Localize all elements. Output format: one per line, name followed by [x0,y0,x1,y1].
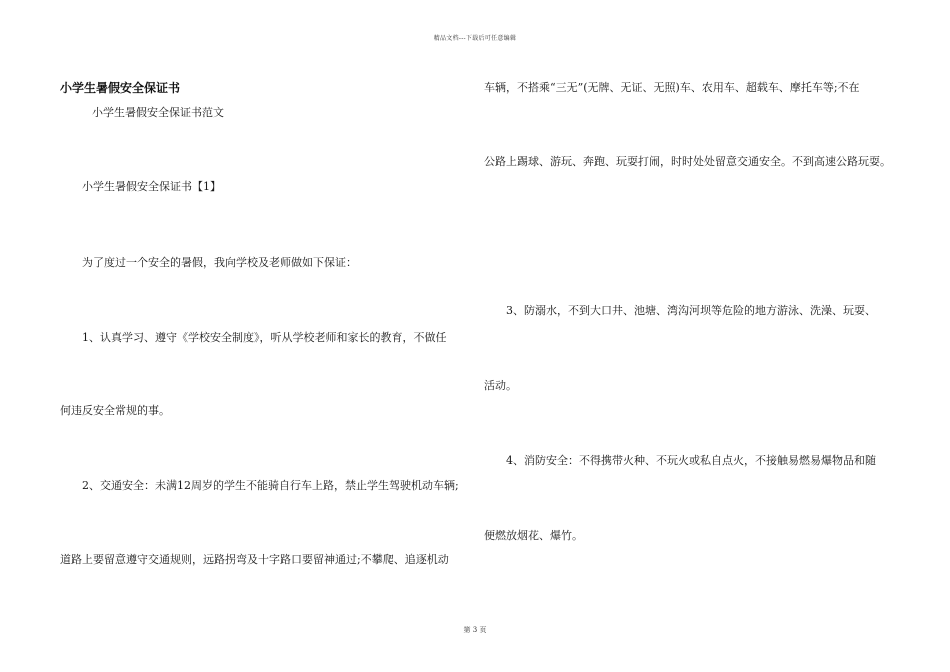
page-number: 第 3 页 [463,626,487,634]
item2-line1: 2、交通安全：未满12周岁的学生不能骑自行车上路，禁止学生驾驶机动车辆; [82,479,459,492]
section-heading: 小学生暑假安全保证书【1】 [82,180,221,193]
intro-paragraph: 为了度过一个安全的暑假，我向学校及老师做如下保证： [82,256,357,269]
document-title: 小学生暑假安全保证书 [60,81,181,95]
document-subtitle: 小学生暑假安全保证书范文 [92,106,224,119]
header-note: 精品文档---下载后可任意编辑 [433,35,517,42]
item2-line3: 车辆，不搭乘“三无”(无牌、无证、无照)车、农用车、超载车、摩托车等;不在 [484,81,860,94]
item2-line2: 道路上要留意遵守交通规则，远路拐弯及十字路口要留神通过;不攀爬、追逐机动 [60,553,449,566]
item2-line4: 公路上踢球、游玩、奔跑、玩耍打闹，时时处处留意交通安全。不到高速公路玩耍。 [484,155,891,168]
item4-line2: 便燃放烟花、爆竹。 [484,529,583,542]
item3-line1: 3、防溺水，不到大口井、池塘、湾沟河坝等危险的地方游泳、洗澡、玩耍、 [506,304,876,317]
item4-line1: 4、消防安全：不得携带火种、不玩火或私自点火，不接触易燃易爆物品和随 [506,454,876,467]
item1-line1: 1、认真学习、遵守《学校安全制度》，听从学校老师和家长的教育，不做任 [82,331,447,344]
item1-line2: 何违反安全常规的事。 [60,404,170,417]
item3-line2: 活动。 [484,379,517,392]
